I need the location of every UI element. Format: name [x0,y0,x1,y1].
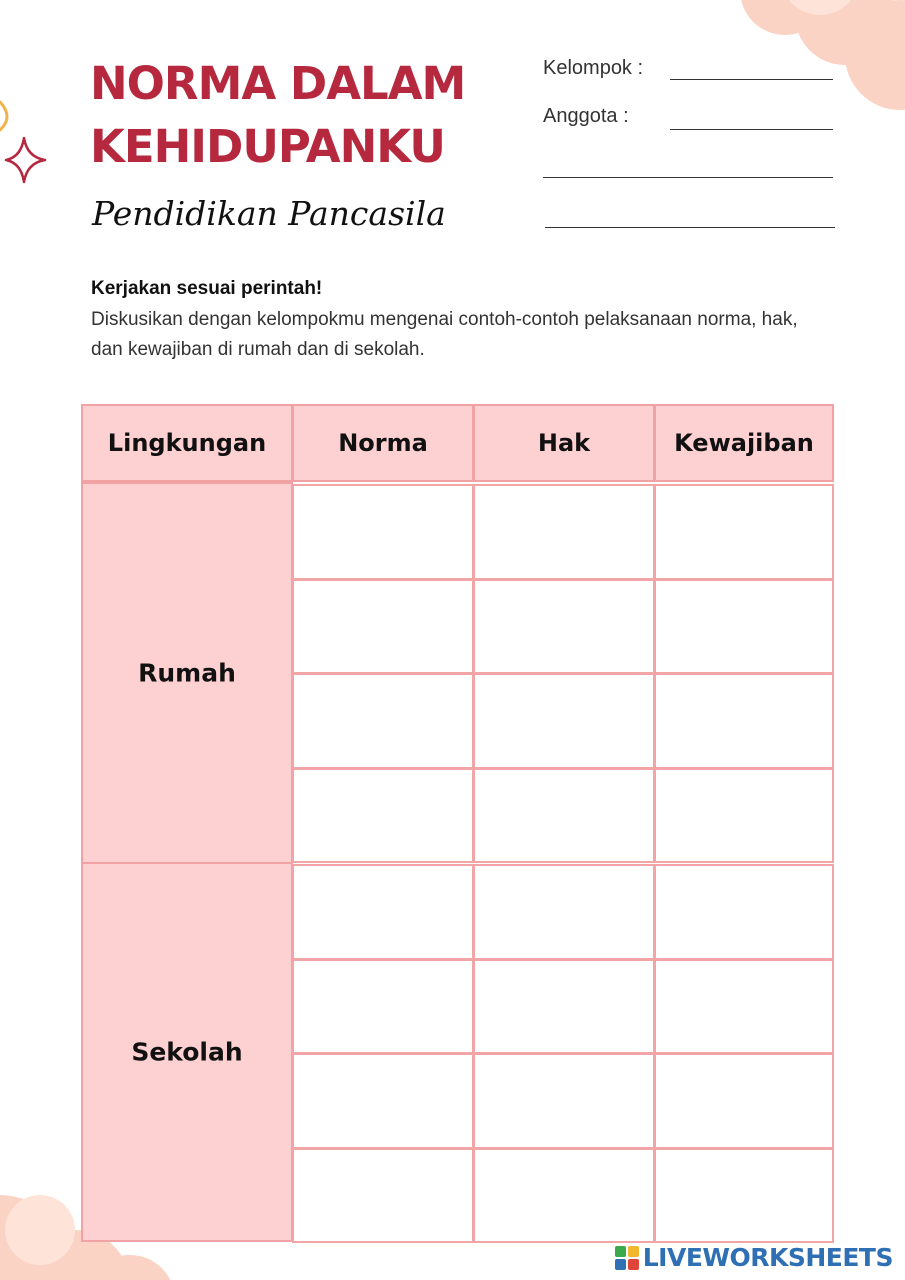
group-field[interactable] [670,79,833,80]
answer-cell-sekolah-hak[interactable] [473,864,655,960]
sparkle-icon [4,135,48,185]
member-field-3[interactable] [545,227,835,228]
env-cell-sekolah [81,862,293,1242]
answer-cell-rumah-hak[interactable] [473,579,655,675]
moon-icon [0,100,18,134]
answer-cell-rumah-hak[interactable] [473,484,655,580]
member-field-2[interactable] [543,177,833,178]
answer-cell-sekolah-kewajiban[interactable] [654,1053,834,1149]
members-label: Anggota : [543,105,629,127]
liveworksheets-watermark [615,1243,893,1272]
answer-cell-rumah-norma[interactable] [292,768,474,864]
answer-cell-sekolah-norma[interactable] [292,959,474,1055]
answer-cell-rumah-hak[interactable] [473,768,655,864]
answer-cell-sekolah-kewajiban[interactable] [654,959,834,1055]
header-cell-hak [473,404,655,482]
answer-cell-rumah-norma[interactable] [292,673,474,769]
answer-cell-rumah-norma[interactable] [292,579,474,675]
answer-cell-rumah-kewajiban[interactable] [654,484,834,580]
answer-cell-rumah-kewajiban[interactable] [654,673,834,769]
header-label: Hak [537,429,591,457]
answer-cell-sekolah-norma[interactable] [292,1148,474,1244]
title-line-2: KEHIDUPANKU [90,120,445,173]
answer-cell-sekolah-hak[interactable] [473,1148,655,1244]
answer-cell-sekolah-norma[interactable] [292,864,474,960]
answer-cell-sekolah-hak[interactable] [473,1053,655,1149]
env-cell-rumah [81,482,293,864]
env-label: Rumah [138,658,236,688]
instructions-heading: Kerjakan sesuai perintah! [91,278,323,299]
answer-cell-sekolah-norma[interactable] [292,1053,474,1149]
header-label: Kewajiban [674,429,814,457]
header-label: Lingkungan [107,429,267,457]
answer-cell-sekolah-hak[interactable] [473,959,655,1055]
header-cell-kewajiban [654,404,834,482]
title-line-1: NORMA DALAM [90,57,466,110]
worksheet-subtitle: Pendidikan Pancasila [92,194,446,233]
header-cell-lingkungan [81,404,293,482]
header-cell-norma [292,404,474,482]
member-field-1[interactable] [670,129,833,130]
instructions-body: Diskusikan dengan kelompokmu mengenai contoh-contoh pelaksanaan norma, hak, dan kewajiban di rumah dan di sekolah. [91,309,798,360]
group-label: Kelompok : [543,57,644,79]
liveworksheets-logo-icon [615,1246,639,1270]
watermark-text: LIVEWORKSHEETS [642,1243,893,1272]
answer-cell-rumah-kewajiban[interactable] [654,579,834,675]
worksheet-title [90,52,465,178]
env-label: Sekolah [131,1037,243,1067]
header-label: Norma [338,429,428,457]
answer-cell-rumah-norma[interactable] [292,484,474,580]
answer-cell-rumah-kewajiban[interactable] [654,768,834,864]
cloud-decoration [725,0,905,110]
answer-cell-sekolah-kewajiban[interactable] [654,1148,834,1244]
worksheet-table [81,404,834,1242]
answer-cell-sekolah-kewajiban[interactable] [654,864,834,960]
answer-cell-rumah-hak[interactable] [473,673,655,769]
